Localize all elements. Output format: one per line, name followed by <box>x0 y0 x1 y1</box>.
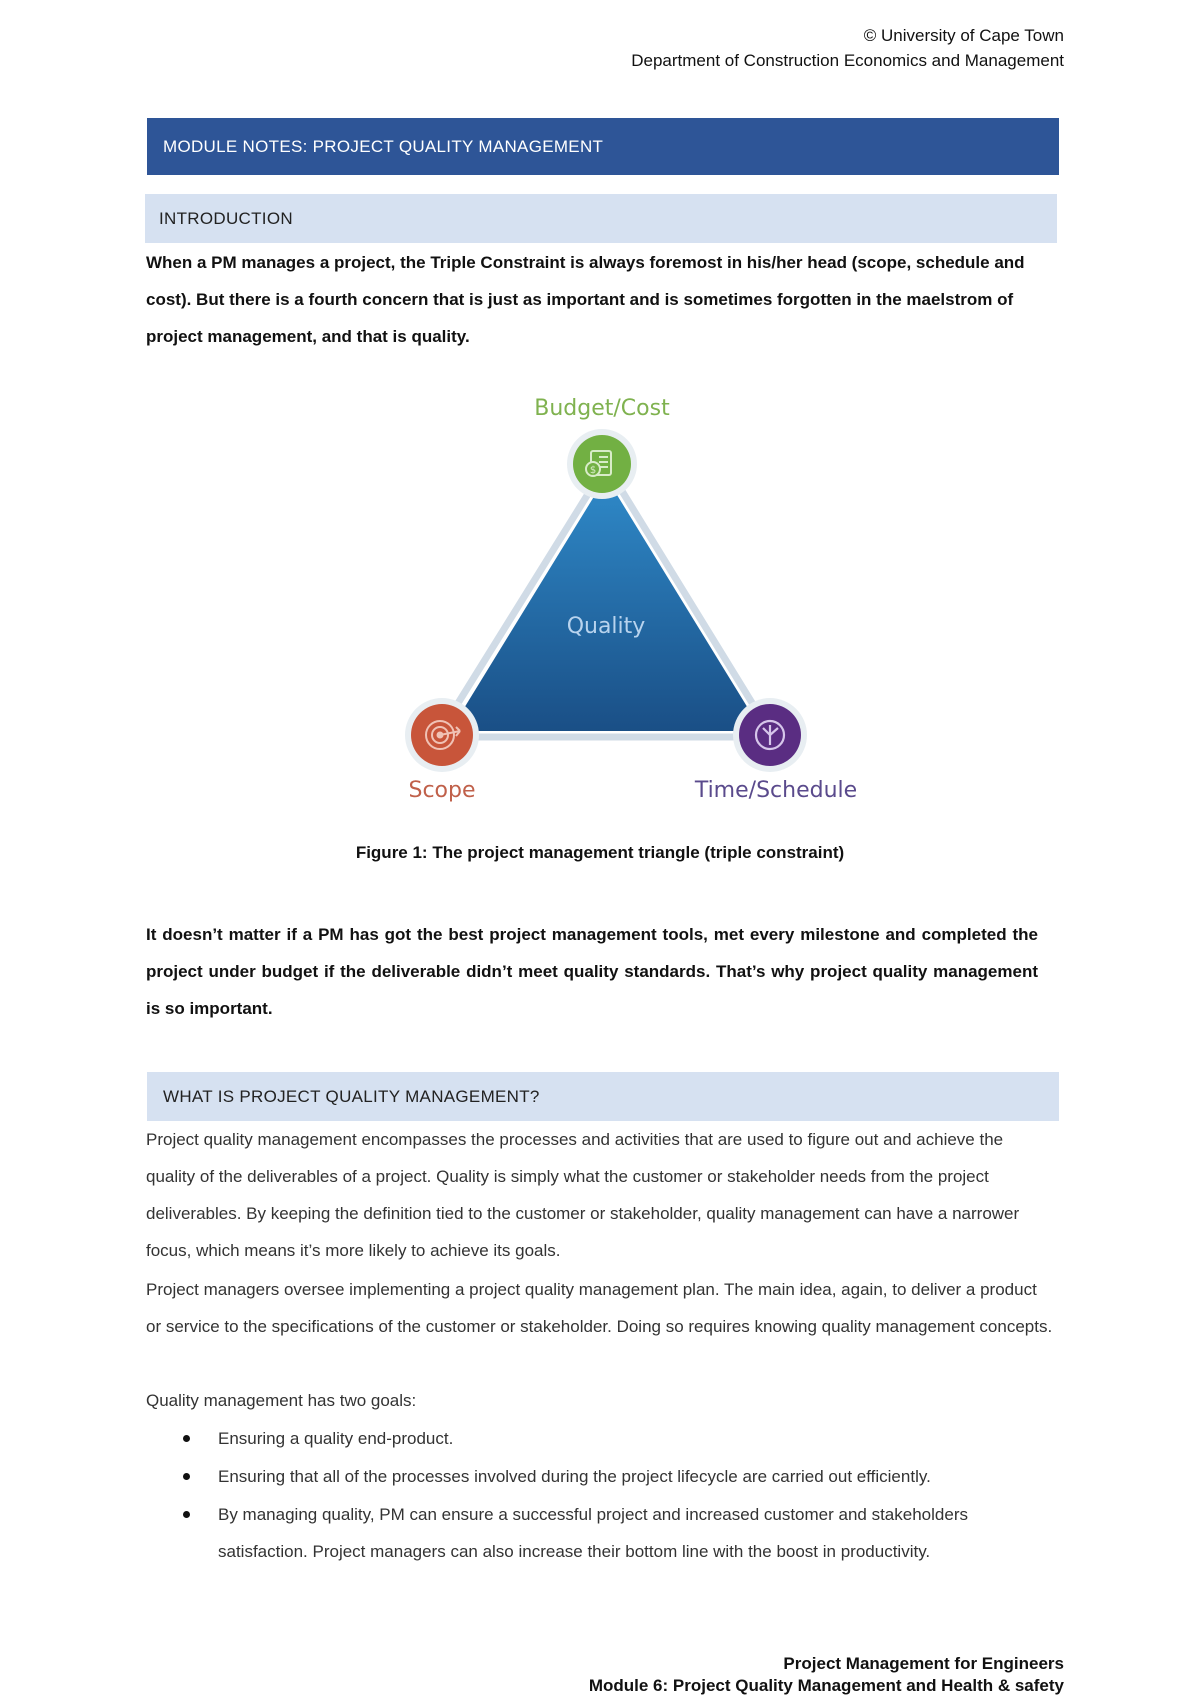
module-title: MODULE NOTES: PROJECT QUALITY MANAGEMENT <box>163 136 604 156</box>
header-department: Department of Construction Economics and Management <box>631 51 1064 70</box>
budget-cost-label: Budget/Cost <box>534 396 670 421</box>
module-title-bar <box>147 118 1059 175</box>
importance-paragraph: It doesn’t matter if a PM has got the best project management tools, met every milestone and completed the project under budget if the deliverable didn’t meet quality standards. That’s why project quality management is so important. <box>146 925 1038 1018</box>
header-copyright: © University of Cape Town <box>863 26 1064 45</box>
figure-caption-text: The project management triangle (triple constraint) <box>432 843 845 862</box>
footer-course: Project Management for Engineers <box>783 1654 1064 1673</box>
triple-constraint-figure <box>380 385 860 815</box>
section-heading-what-is <box>147 1072 1059 1121</box>
scope-label: Scope <box>408 778 476 803</box>
goals-list <box>146 1420 1058 1571</box>
list-item-text: Ensuring that all of the processes involved during the project lifecycle are carried out efficiently. <box>218 1467 931 1486</box>
what-is-paragraph-2: Project managers oversee implementing a project quality management plan. The main idea, again, to deliver a product or service to the specifications of the customer or stakeholder. Doing so requires knowing quality management concepts. <box>146 1280 1053 1336</box>
list-item <box>146 1496 1058 1570</box>
bullet-dot-icon <box>183 1473 190 1480</box>
list-item <box>146 1458 1058 1495</box>
list-item <box>146 1420 1058 1457</box>
figure-caption-prefix: Figure 1: <box>355 843 428 862</box>
what-is-paragraph-1: Project quality management encompasses the processes and activities that are used to figure out and achieve the quality of the deliverables of a project. Quality is simply what the customer or stakeholder needs from the project deliverables. By keeping the definition tied to the customer or stakeholder, quality management can have a narrower focus, which means it’s more likely to achieve its goals. <box>146 1130 1020 1260</box>
budget-node <box>573 435 631 493</box>
footer-module: Module 6: Project Quality Management and Health & safety <box>588 1676 1064 1695</box>
list-item-text: By managing quality, PM can ensure a successful project and increased customer and stakeholders satisfaction. Project managers can also increase their bottom line with the boost in productivity. <box>218 1505 968 1561</box>
svg-text:$: $ <box>589 465 597 476</box>
introduction-heading: INTRODUCTION <box>159 208 293 228</box>
bullet-dot-icon <box>183 1435 190 1442</box>
figure-caption <box>0 843 1200 863</box>
bullet-dot-icon <box>183 1511 190 1518</box>
triangle-diagram <box>380 385 860 815</box>
quality-label: Quality <box>566 614 646 639</box>
list-item-text: Ensuring a quality end-product. <box>218 1429 454 1448</box>
time-schedule-label: Time/Schedule <box>694 778 858 803</box>
section-heading-introduction <box>145 194 1057 243</box>
goals-intro: Quality management has two goals: <box>146 1391 417 1410</box>
quality-triangle <box>450 477 762 731</box>
what-is-heading: WHAT IS PROJECT QUALITY MANAGEMENT? <box>163 1086 540 1106</box>
introduction-paragraph: When a PM manages a project, the Triple Constraint is always foremost in his/her head (scope, schedule and cost). But there is a fourth concern that is just as important and is sometimes forgotten in the maelstrom of project management, and that is quality. <box>146 253 1025 346</box>
